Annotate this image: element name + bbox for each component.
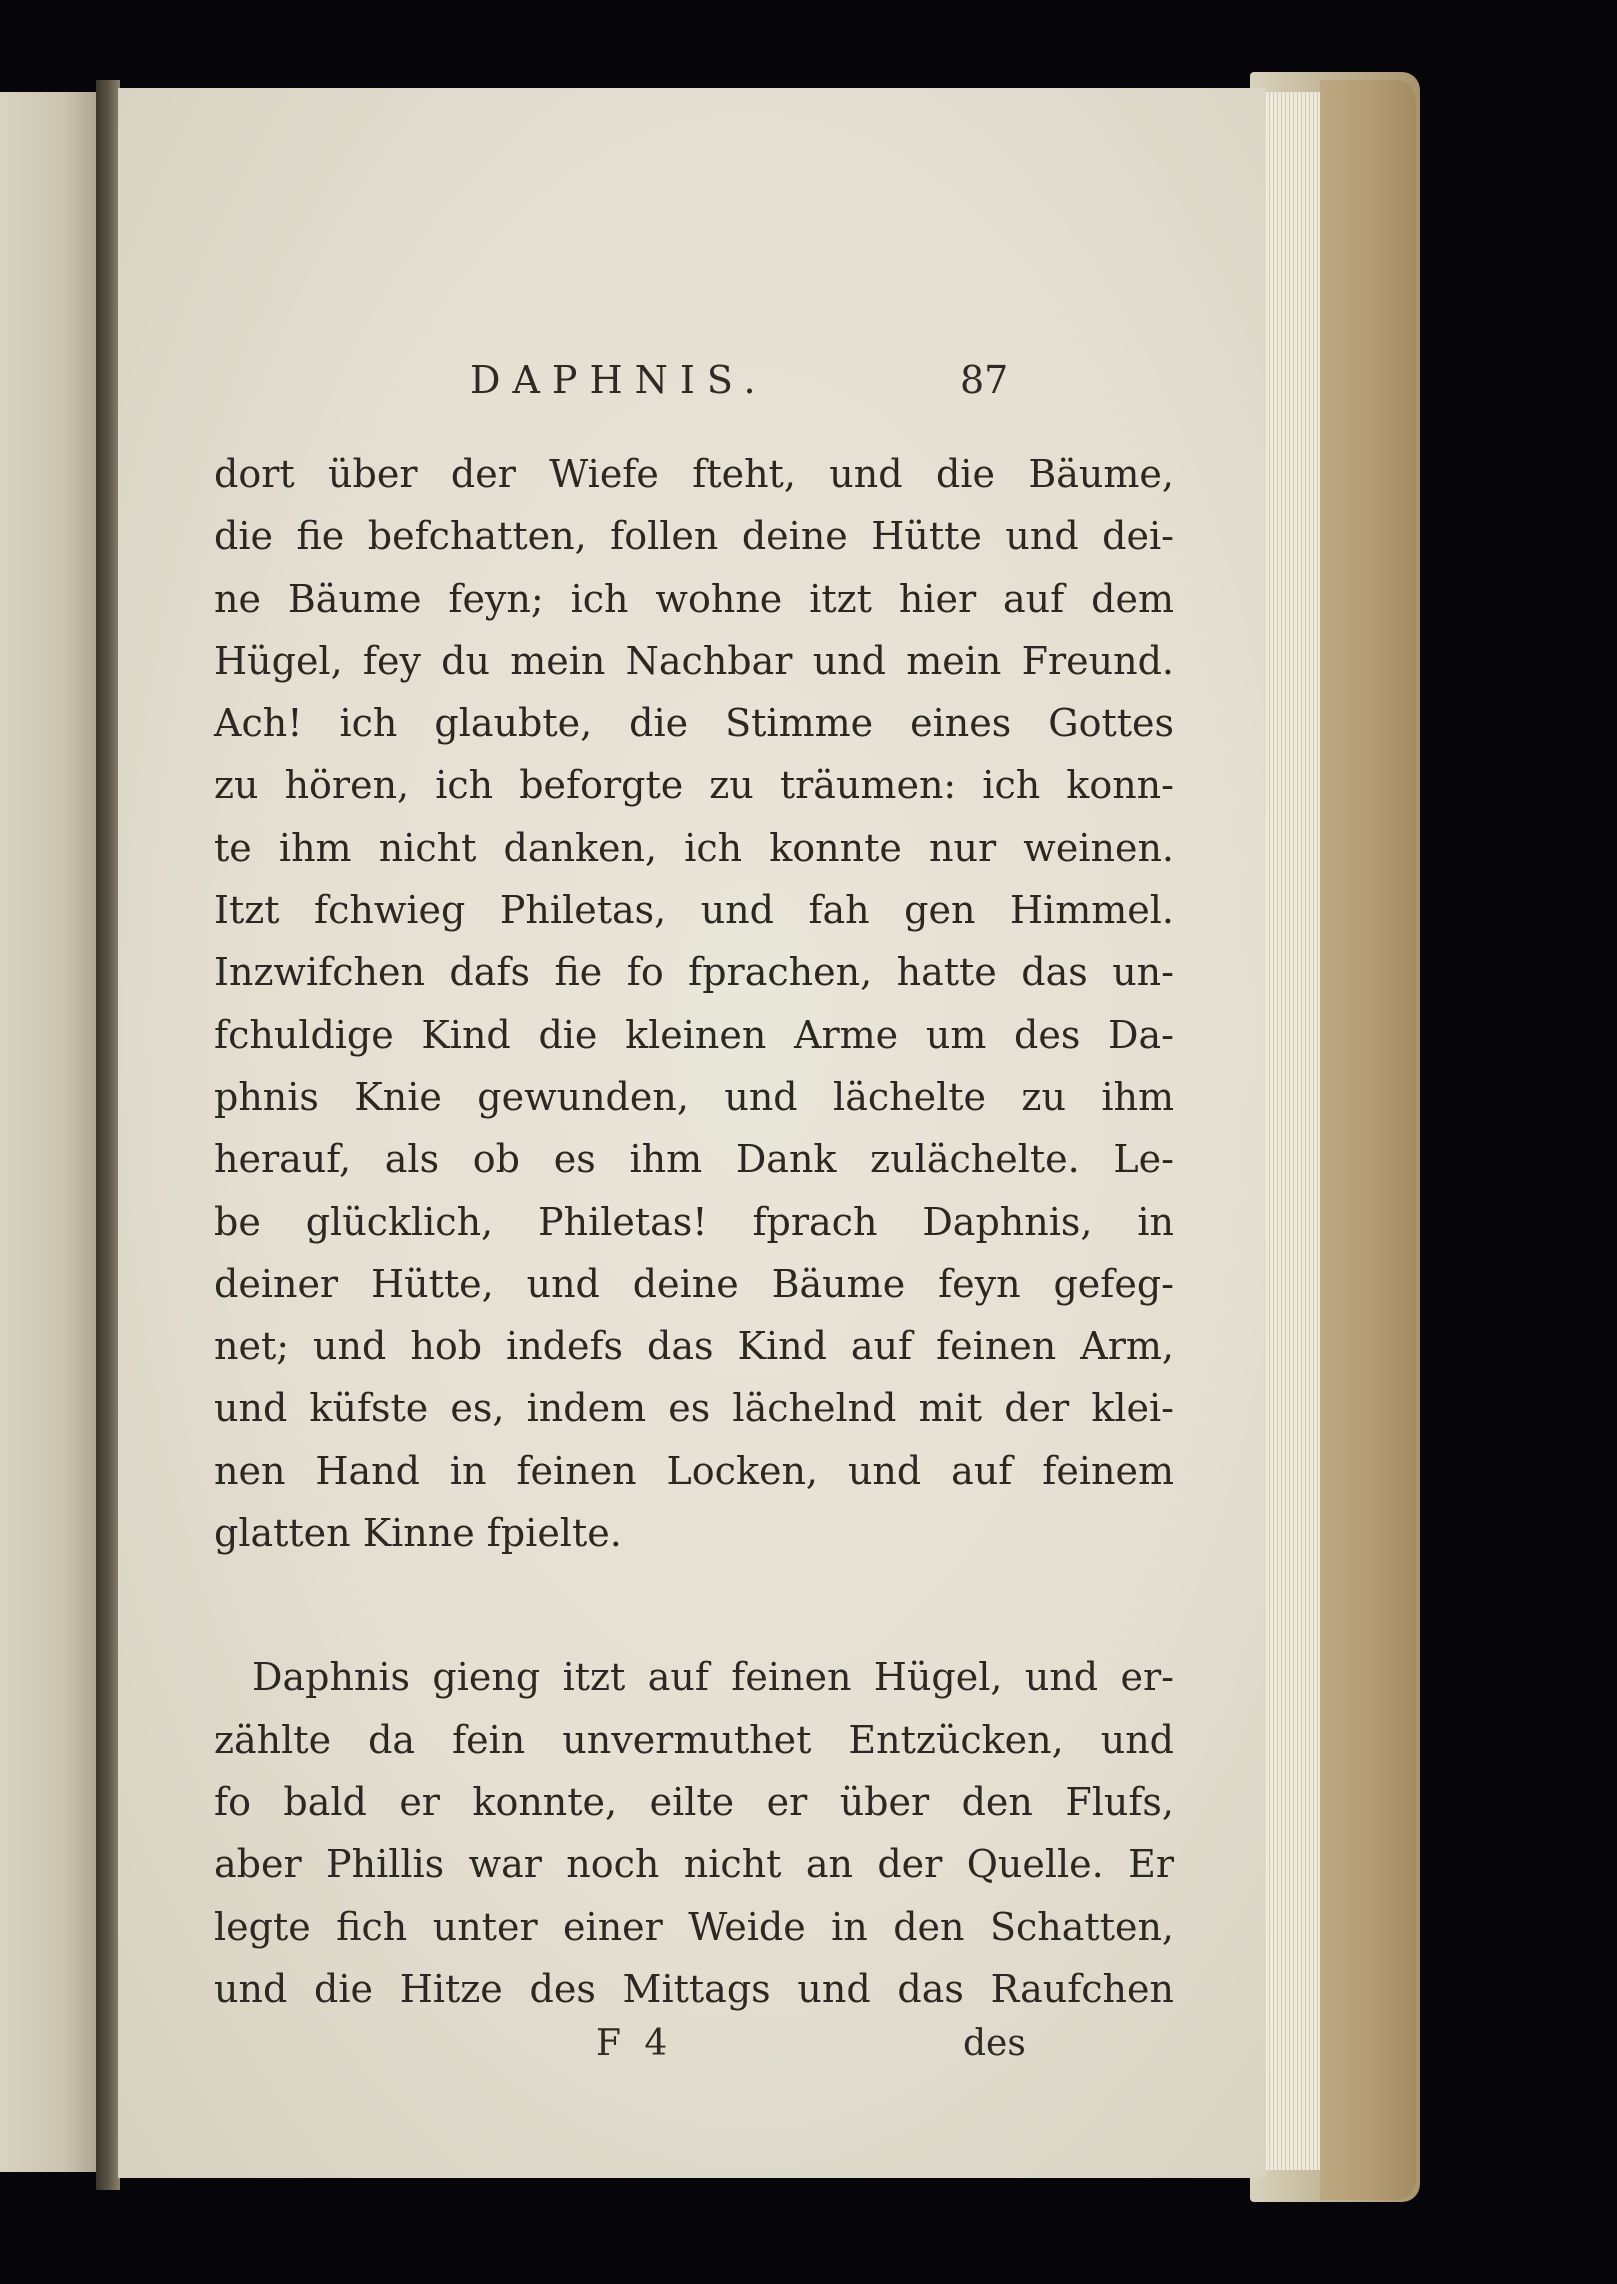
running-head-title: DAPHNIS. <box>470 358 768 402</box>
text-line: fo bald er konnte, eilte er über den Flufs, <box>214 1779 1174 1824</box>
signature-mark: F 4 <box>596 2023 674 2064</box>
text-line: be glücklich, Philetas! fprach Daphnis, in <box>214 1199 1174 1244</box>
text-line: Daphnis gieng itzt auf feinen Hügel, und er- <box>252 1655 1174 1700</box>
text-line: te ihm nicht danken, ich konnte nur weinen. <box>214 825 1174 870</box>
text-line: Inzwifchen dafs fie fo fprachen, hatte das un- <box>214 950 1174 995</box>
text-line: aber Phillis war noch nicht an der Quelle. Er <box>214 1842 1174 1887</box>
text-line: Ach! ich glaubte, die Stimme eines Gottes <box>214 701 1174 746</box>
running-head <box>118 358 1266 418</box>
page-footer <box>118 2023 1266 2073</box>
text-line: zählte da fein unvermuthet Entzücken, und <box>214 1717 1174 1762</box>
text-line: zu hören, ich beforgte zu träumen: ich konn- <box>214 763 1174 808</box>
text-line: die fie befchatten, follen deine Hütte und dei- <box>214 514 1174 559</box>
paragraph-1 <box>214 443 1174 1564</box>
text-line: Hügel, fey du mein Nachbar und mein Freund. <box>214 638 1174 683</box>
text-line: herauf, als ob es ihm Dank zulächelte. Le- <box>214 1137 1174 1182</box>
text-line: dort über der Wiefe fteht, und die Bäume, <box>214 452 1174 496</box>
book-gutter <box>96 80 120 2190</box>
text-line: net; und hob indefs das Kind auf feinen Arm, <box>214 1324 1174 1369</box>
text-line: fchuldige Kind die kleinen Arme um des Da- <box>214 1012 1174 1057</box>
text-line: und küfste es, indem es lächelnd mit der klei- <box>214 1386 1174 1431</box>
facing-page-edge <box>0 92 106 2172</box>
text-line: Itzt fchwieg Philetas, und fah gen Himmel. <box>214 888 1174 933</box>
text-line: nen Hand in feinen Locken, und auf feinem <box>214 1448 1174 1493</box>
paragraph-2 <box>214 1646 1174 2020</box>
book-page <box>118 88 1266 2178</box>
book-cover <box>1320 80 1416 2200</box>
catchword: des <box>963 2023 1026 2064</box>
text-line: legte fich unter einer Weide in den Schatten, <box>214 1904 1174 1949</box>
text-line: phnis Knie gewunden, und lächelte zu ihm <box>214 1074 1174 1119</box>
paragraph-gap <box>214 1564 1174 1646</box>
text-line: deiner Hütte, und deine Bäume feyn gefeg- <box>214 1261 1174 1306</box>
page-number: 87 <box>960 358 1009 402</box>
text-line: und die Hitze des Mittags und das Raufchen <box>214 1966 1174 2011</box>
text-block <box>214 443 1174 2020</box>
text-line: ne Bäume feyn; ich wohne itzt hier auf dem <box>214 576 1174 621</box>
text-line: glatten Kinne fpielte. <box>214 1511 622 1556</box>
page-stack <box>1262 92 1322 2170</box>
